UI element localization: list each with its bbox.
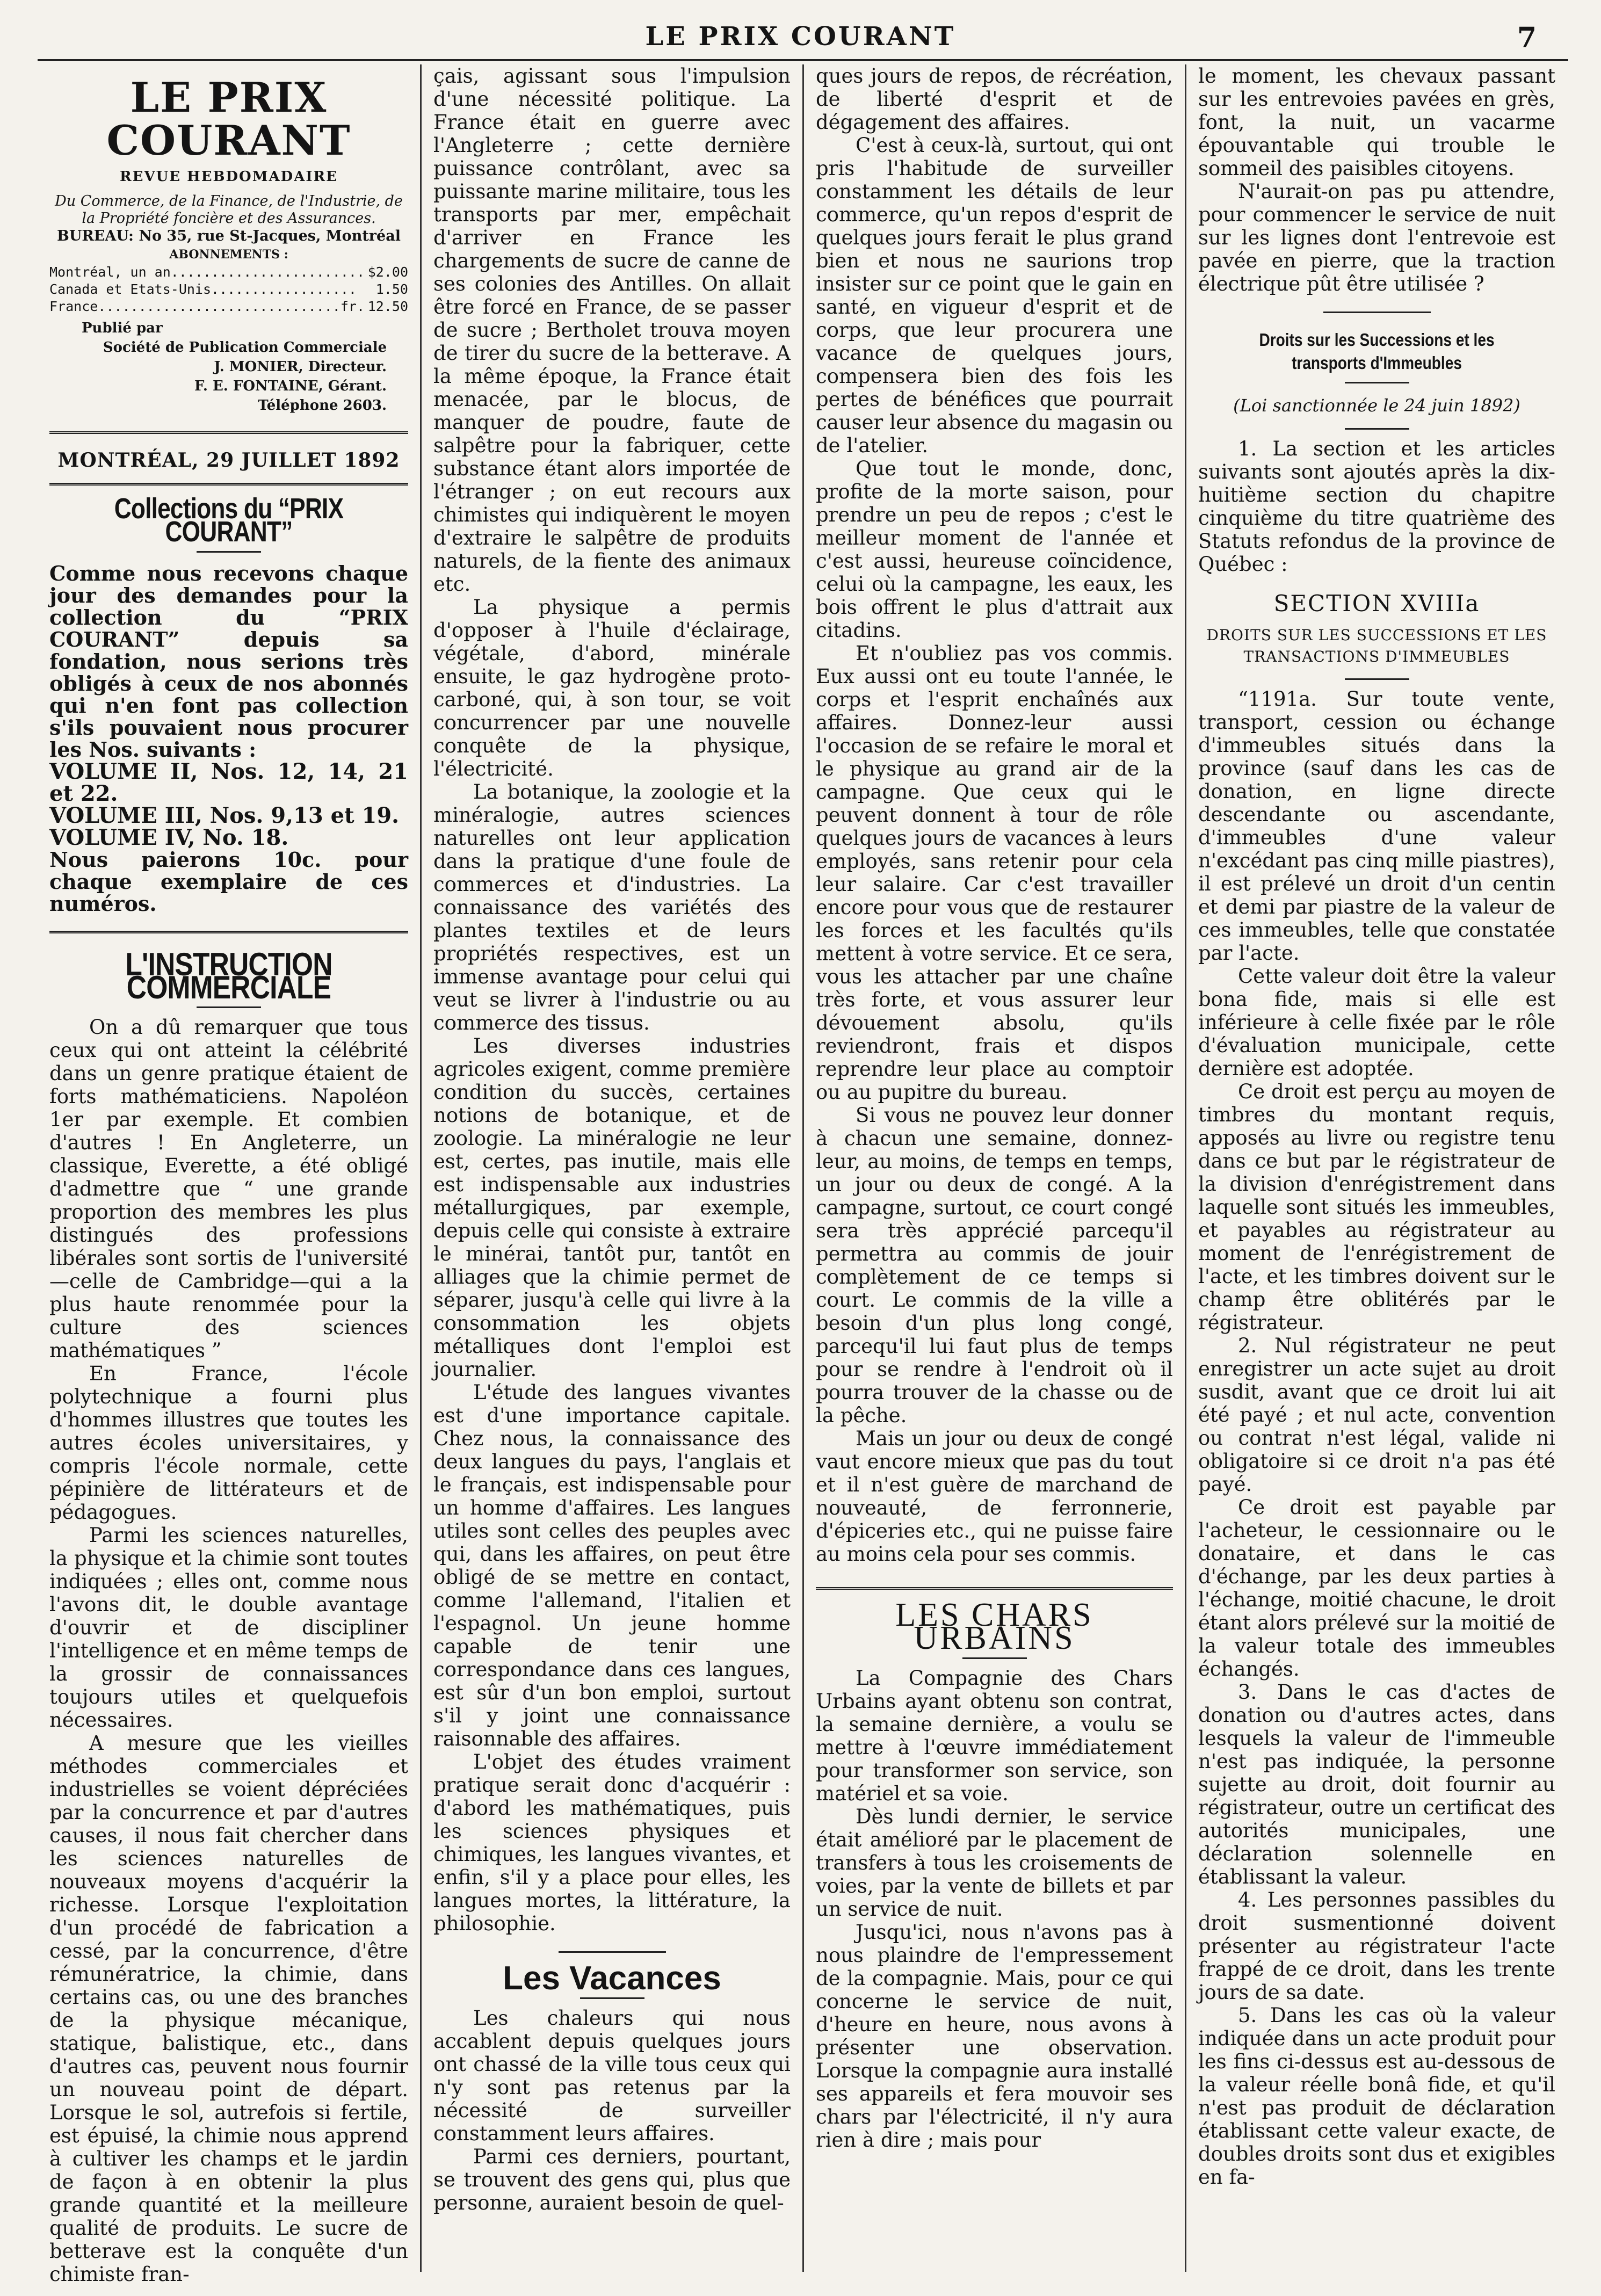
paragraph: Ce droit est payable par l'acheteur, le cessionnaire ou le donataire, et dans le cas d'échange, par les deux parties à l'échange, moitié chacune, le droit étant alors prélevé sur la moitié de la valeur totale des immeubles échangés. — [1198, 1496, 1555, 1681]
paragraph: L'étude des langues vivantes est d'une importance capitale. Chez nous, la connaissance des deux langues du pays, l'anglais et le français, est indispensable pour un homme d'affaires. Les langues utiles sont celles des peuples avec qui, dans les affaires, on peut être obligé de se mettre en contact, comme l'allemand, l'italien et l'espagnol. Un jeune homme capable de tenir une correspondance dans ces langues, est sûr d'un bon emploi, surtout s'il y joint une connaissance raisonnable des affaires. — [433, 1381, 791, 1750]
paragraph: 5. Dans les cas où la valeur indiquée dans un acte produit pour les fins ci-dessus est au-dessous de la valeur réelle bonâ fide, et qu'il n'est pas produit de déclaration établissant cette valeur exacte, de doubles droits sont dus et exigibles en fa- — [1198, 2004, 1555, 2189]
gerant: F. E. FONTAINE, Gérant. — [194, 378, 387, 394]
paragraph: Mais un jour ou deux de congé vaut encore mieux que pas du tout et il n'est guère de marchand de nouveauté, de ferronnerie, d'épiceries etc., qui ne puisse faire au moins cela pour ses commis. — [816, 1427, 1173, 1566]
masthead-title: LE PRIX COURANT — [106, 74, 351, 164]
paragraph: Si vous ne pouvez leur donner à chacun une semaine, donnez-leur, au moins, de temps en temps, un jour ou deux de congé. A la campagne, surtout, ce court congé sera très apprécié parcequ'il permettra au commis de jouir complètement de ce temps si court. Le commis de la ville a besoin d'un plus long congé, parcequ'il lui faut plus de temps pour se rendre à l'endroit où il pourra trouver de la chasse ou de la pêche. — [816, 1104, 1173, 1427]
paragraph: L'objet des études vraiment pratique serait donc d'acquérir : d'abord les mathématiques, puis les sciences physiques et chimiques, les langues vivantes, et enfin, s'il y a place pour elles, les langues mortes, la littérature, la philosophie. — [433, 1750, 791, 1935]
article-title: Les Vacances — [503, 1960, 721, 1997]
subscription-row: Montréal, un an........................ $2.00 — [49, 264, 408, 280]
paragraph: Parmi les sciences naturelles, la physique et la chimie sont toutes indiquées ; elles ont, comme nous l'avons dit, le double avantage d'ouvrir et de discipliner l'intelligence et en même temps de la grossir de connaissances toujours utiles et quelquefois nécessaires. — [49, 1524, 408, 1732]
subscription-list — [49, 264, 408, 315]
paragraph: Et n'oubliez pas vos commis. Eux aussi ont eu toute l'année, le corps et l'esprit enchaînés aux affaires. Donnez-leur aussi l'occasion de se refaire le moral et le physique au grand air de la campagne. Que ceux qui le peuvent donnent à tour de rôle quelques jours de vacances à leurs employés, sans retenir pour cela leur salaire. Car c'est travailler encore pour vous que de restaurer les forces et les facultés qu'ils mettent à votre service. Et ce sera, vous les attacher par une chaîne très forte, et vous assurer leur dévouement absolu, qu'ils reviendront, frais et dispos reprendre leur place au comptoir ou au pupitre du bureau. — [816, 642, 1173, 1104]
section-rule — [816, 1587, 1173, 1590]
paragraph: N'aurait-on pas pu attendre, pour commencer le service de nuit sur les lignes dont l'entrevoie est pavée en pierre, que la traction électrique pût être utilisée ? — [1198, 180, 1555, 295]
paragraph: Ce droit est perçu au moyen de timbres du montant requis, apposés au livre ou registre tenu dans ce but par le régistrateur de la division d'enrégistrement dans laquelle sont situés les immeubles, et payables au régistrateur au moment de l'enrégistrement de l'acte, et les timbres doivent sur le champ être oblitérés par le régistrateur. — [1198, 1080, 1555, 1334]
paragraph: ques jours de repos, de récréation, de liberté d'esprit et de dégagement des affaires. — [816, 64, 1173, 134]
paragraph: Cette valeur doit être la valeur bona fide, mais si elle est inférieure à celle fixée par le rôle d'évaluation municipale, cette dernière est adoptée. — [1198, 965, 1555, 1080]
columns — [38, 64, 1568, 2286]
paragraph: A mesure que les vieilles méthodes commerciales et industrielles se voient dépréciées par la concurrence et par d'autres causes, il nous fait chercher dans les sciences naturelles de nouveaux moyens d'acquérir la richesse. Lorsque l'exploitation d'un procédé de fabrication a cessé, par la concurrence, d'être rémunératrice, la chimie, dans certains cas, ou une des branches de la physique mécanique, statique, balistique, etc., dans d'autres cas, peuvent nous fournir un nouveau point de départ. Lorsque le sol, autrefois si fertile, est épuisé, la chimie nous apprend à cultiver les champs et le jardin de façon à en obtenir la plus grande quantité et la meilleure qualité de produits. Le sucre de betterave est la conquête d'un chimiste fran- — [49, 1732, 408, 2286]
paragraph: 2. Nul régistrateur ne peut enregistrer un acte sujet au droit susdit, avant que ce droit lui ait été payé ; et nul acte, convention ou contrat n'est légal, valide ni obligatoire si ce droit n'a pas été payé. — [1198, 1334, 1555, 1496]
paragraph: le moment, les chevaux passant sur les entrevoies pavées en grès, font, la nuit, un vacarme épouvantable qui trouble le sommeil des paisibles citoyens. — [1198, 64, 1555, 180]
paragraph: Dès lundi dernier, le service était amélioré par le placement de transfers à tous les croisements de voies, par la vente de billets et par un service de nuit. — [816, 1805, 1173, 1921]
law-date: (Loi sanctionnée le 24 juin 1892) — [1233, 395, 1520, 416]
article-title: Droits sur les Successions et les transports d'Immeubles — [1259, 330, 1495, 373]
column-4 — [1185, 64, 1567, 2272]
volume-2: VOLUME II, Nos. 12, 14, 21 et 22. — [49, 759, 408, 806]
article-title: L'INSTRUCTION COMMERCIALE — [125, 946, 332, 1005]
dateline-rule — [49, 483, 408, 486]
masthead-subtitle: REVUE HEBDOMADAIRE — [120, 169, 338, 185]
paragraph: Les diverses industries agricoles exigent, comme première condition du succès, certaines notions de botanique, et de zoologie. La minéralogie ne leur est, certes, pas inutile, mais elle est indispensable aux industries métallurgiques, par exemple, depuis celle qui consiste à extraire le minérai, tantôt pur, tantôt en alliages que la chimie permet de séparer, jusqu'à celle qui livre à la consommation les objets métalliques dont l'emploi est journalier. — [433, 1034, 791, 1381]
directeur: J. MONIER, Directeur. — [214, 359, 387, 375]
paragraph: On a dû remarquer que tous ceux qui ont atteint la célébrité dans un genre pratique étaient de forts mathématiciens. Napoléon 1er par exemple. Et combien d'autres ! En Angleterre, un classique, Everette, a été obligé d'admettre que “ une grande proportion des membres les plus distingués des professions libérales sont sortis de l'université—celle de Cambridge—qui a la plus haute renommée pour la culture des sciences mathématiques ” — [49, 1016, 408, 1362]
payment-note: Nous paierons 10c. pour chaque exemplaire de ces numéros. — [49, 848, 408, 916]
masthead-bureau: BUREAU: No 35, rue St-Jacques, Montréal — [57, 228, 401, 244]
paragraph: En France, l'école polytechnique a fourni plus d'hommes illustres que toutes les autres écoles universitaires, y compris l'école normale, cette pépinière de littérateurs et de pédagogues. — [49, 1362, 408, 1524]
paragraph: 4. Les personnes passibles du droit susmentionné doivent présenter au régistrateur l'acte frappé de ce droit, dans les trente jours de sa date. — [1198, 1888, 1555, 2004]
divider — [1323, 312, 1431, 313]
publisher-block — [49, 318, 408, 415]
section-subheading: DROITS SUR LES SUCCESSIONS ET LES TRANSACTIONS D'IMMEUBLES — [1206, 626, 1547, 665]
paragraph: Les chaleurs qui nous accablent depuis quelques jours ont chassé de la ville tous ceux qui n'y sont pas retenus par la nécessité de surveiller constamment leurs affaires. — [433, 2007, 791, 2145]
divider — [197, 1006, 261, 1008]
masthead — [49, 76, 408, 486]
masthead-rule — [49, 431, 408, 434]
paragraph: Parmi ces derniers, pourtant, se trouvent des gens qui, plus que personne, auraient besoin de quel- — [433, 2145, 791, 2214]
column-1 — [38, 64, 420, 2286]
section-rule — [49, 931, 408, 933]
running-title: LE PRIX COURANT — [645, 21, 956, 52]
subscription-row: France..............................fr. 12.50 — [49, 299, 408, 314]
divider — [962, 1657, 1027, 1659]
societe: Société de Publication Commerciale — [103, 339, 387, 356]
paragraph: La physique a permis d'opposer à l'huile d'éclairage, végétale, d'abord, minérale ensuite, le gaz hydrogène proto-carboné, qui, à son tour, se voit concurrencer par une nouvelle conquête de la physique, l'électricité. — [433, 596, 791, 780]
dateline: MONTRÉAL, 29 JUILLET 1892 — [57, 449, 400, 472]
subscription-row: Canada et Etats-Unis.................. 1.50 — [49, 281, 408, 297]
collections-notice: Comme nous recevons chaque jour des demandes pour la collection du “PRIX COURANT” depuis sa fondation, nous serions très obligés à ceux de nos abonnés qui n'en font pas collection s'ils pouvaient nous procurer les Nos. suivants : VOLUME II, Nos. 12, 14, 21 et 22. VOLUME III, Nos. 9,13 et 19. VOLUME IV, No. 18. Nous paierons 10c. pour chaque exemplaire de ces numéros. — [49, 561, 408, 916]
paragraph: La botanique, la zoologie et la minéralogie, autres sciences naturelles ont leur application dans la pratique d'une foule de commerces et d'industries. La connaissance des variétés des plantes textiles et de leurs propriétés respectives, est un immense avantage pour celui qui veut se livrer à l'industrie ou au commerce des tissus. — [433, 780, 791, 1034]
divider — [580, 1997, 644, 1999]
paragraph: Que tout le monde, donc, profite de la morte saison, pour prendre un peu de repos ; c'est le meilleur moment de l'année et c'est aussi, heureuse coïncidence, celui où la campagne, les eaux, les bois offrent le plus d'attrait aux citadins. — [816, 457, 1173, 642]
divider — [1345, 678, 1409, 680]
volume-4: VOLUME IV, No. 18. — [49, 825, 289, 850]
page-number: 7 — [1517, 21, 1537, 54]
paragraph: 1. La section et les articles suivants sont ajoutés après la dix-huitième section du chapitre cinquième du titre quatrième des Statuts refondus de la province de Québec : — [1198, 437, 1555, 576]
subs-heading: ABONNEMENTS : — [169, 248, 288, 262]
volume-3: VOLUME III, Nos. 9,13 et 19. — [49, 803, 400, 828]
column-2 — [420, 64, 802, 2272]
publie-par: Publié par — [82, 320, 163, 336]
article-title: LES CHARS URBAINS — [895, 1597, 1093, 1656]
paragraph: Jusqu'ici, nous n'avons pas à nous plaindre de l'empressement de la compagnie. Mais, pour ce qui concerne le service de nuit, d'heure en heure, nous avons à présenter une observation. Lorsque la compagnie aura installé ses appareils et fera mouvoir ses chars par l'électricité, il n'y aura rien à dire ; mais pour — [816, 1921, 1173, 2152]
header-rule — [38, 59, 1568, 61]
section-heading: SECTION XVIIIa — [1273, 590, 1480, 617]
paragraph: La Compagnie des Chars Urbains ayant obtenu son contrat, la semaine dernière, a voulu se mettre à l'œuvre immédiatement pour transformer son service, son matériel et sa voie. — [816, 1667, 1173, 1805]
divider — [1345, 428, 1409, 430]
paragraph: 3. Dans le cas d'actes de donation ou d'autres actes, dans lesquels la valeur de l'immeuble n'est pas indiquée, la personne sujette au droit, doit fournir au régistrateur, outre un certificat des autorités municipales, une déclaration solennelle en établissant la valeur. — [1198, 1681, 1555, 1888]
divider — [197, 551, 261, 553]
running-head — [0, 21, 1601, 54]
divider — [559, 1951, 666, 1953]
paragraph: “1191a. Sur toute vente, transport, cession ou échange d'immeubles situés dans la province (sauf dans les cas de donation, en ligne directe descendante ou ascendante, d'immeubles d'une valeur n'excédant pas cinq mille piastres), il est prélevé un droit d'un centin et demi par piastre de la valeur de ces immeubles, telle que constatée par l'acte. — [1198, 687, 1555, 965]
masthead-tagline: Du Commerce, de la Finance, de l'Industrie, de la Propriété foncière et des Assurances. — [55, 193, 403, 227]
column-3 — [802, 64, 1185, 2272]
divider — [1345, 382, 1409, 383]
paragraph: çais, agissant sous l'impulsion d'une nécessité politique. La France était en guerre avec l'Angleterre ; cette dernière puissance contrôlant, avec sa puissante marine militaire, tous les transports par mer, empêchait d'arriver en France les chargements de sucre de canne de ses colonies des Antilles. On allait être forcé en France, de se passer de sucre ; Bertholet trouva moyen de tirer du sucre de la betterave. A la même époque, la France était menacée, par le blocus, de manquer de poudre, faute de salpêtre pour la fabriquer, cette substance étant alors importée de l'étranger ; on eut recours aux chimistes qui indiquèrent le moyen d'extraire le salpêtre de produits naturels, de la fiente des animaux etc. — [433, 64, 791, 596]
telephone: Téléphone 2603. — [258, 397, 387, 414]
collections-title: Collections du “PRIX COURANT” — [114, 492, 344, 548]
paragraph: C'est à ceux-là, surtout, qui ont pris l'habitude de surveiller constamment les détails de leur commerce, qu'un repos d'esprit de quelques jours ferait le plus grand bien et nous ne saurions trop insister sur ce point que le gain en santé, en vigueur d'esprit et de corps, que leur procurera une vacance de quelques jours, compensera bien des fois les pertes de bénéfices que pourrait causer leur absence du magasin ou de l'atelier. — [816, 134, 1173, 457]
